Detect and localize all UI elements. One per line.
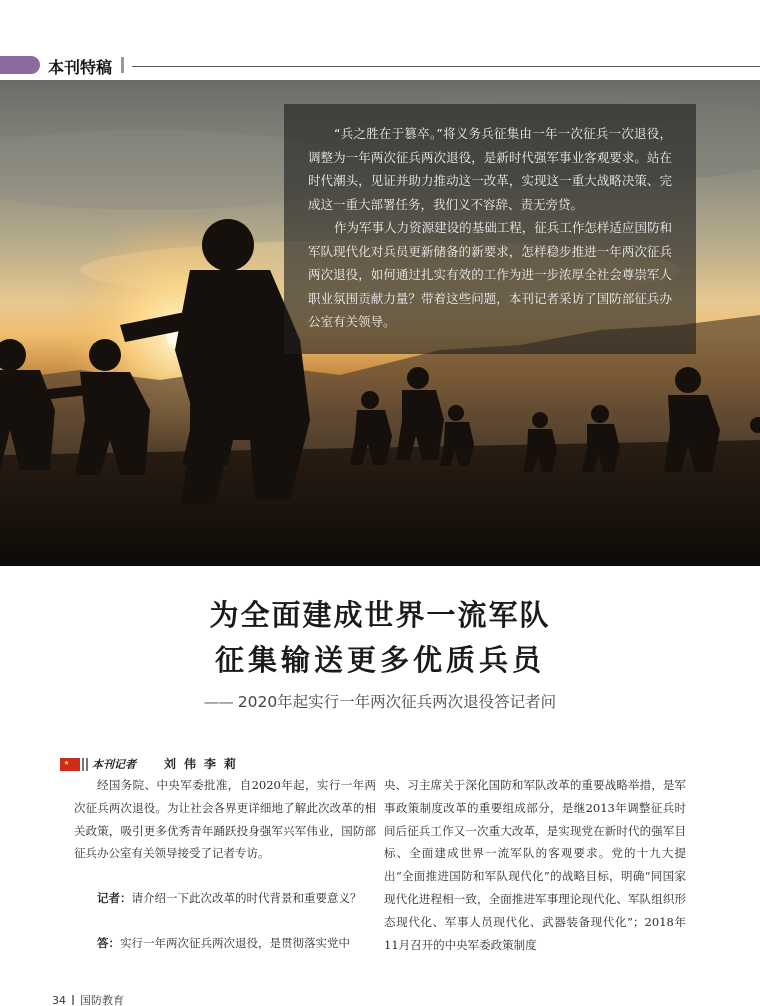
flag-icon (60, 758, 80, 771)
section-rule (132, 66, 760, 67)
intro-paragraph-1: “兵之胜在于篡卒。”将义务兵征集由一年一次征兵一次退役，调整为一年两次征兵两次退役，是新时代强军事业客观要求。站在时代潮头，见证并助力推动这一改革，实现这一重大战略决策、完成这一重大部署任务，我们义不容辞、责无旁贷。 (308, 126, 672, 212)
article-title-line-2: 征集输送更多优质兵员 (214, 643, 545, 677)
byline-label: 本刊记者 (92, 758, 136, 771)
section-tab-marker (0, 56, 40, 74)
subtitle-text: 2020年起实行一年两次征兵两次退役答记者问 (237, 693, 557, 711)
byline-names: 刘伟李莉 (164, 757, 245, 771)
byline-bars-icon (82, 758, 88, 771)
section-separator (121, 57, 124, 73)
intro-paragraph-2: 作为军事人力资源建设的基础工程，征兵工作怎样适应国防和军队现代化对兵员更新储备的新要求，怎样稳步推进一年两次征兵两次退役，如何通过扎实有效的工作为进一步浓厚全社会尊崇军人职业氛围贡献力量？带着这些问题，本刊记者采访了国防部征兵办公室有关领导。 (308, 220, 672, 329)
section-label: 本刊特稿 (48, 58, 113, 77)
page-footer (52, 992, 124, 1006)
answer-text: 实行一年两次征兵两次退役，是贯彻落实党中 (120, 935, 350, 950)
publication-name: 国防教育 (80, 994, 124, 1006)
question-text: 请介绍一下此次改革的时代背景和重要意义？ (131, 891, 362, 906)
body-paragraph-right: 央、习主席关于深化国防和军队改革的重要战略举措，是军事政策制度改革的重要组成部分，是继2013年调整征兵时间后征兵工作又一次重大改革，是实现党在新时代的强军目标、全面建成世界一流军队的客观要求。党的十九大提出“全面推进国防和军队现代化”的战略目标，明确“同国家现代化进程相一致，全面推进军事理论现代化、军队组织形态现代化、军事人员现代化、武器装备现代化”；2018年11月召开的中央军委政策制度 (384, 778, 686, 952)
answer-label: 答： (97, 935, 120, 950)
body-paragraph-intro: 经国务院、中央军委批准，自2020年起，实行一年两次征兵两次退役。为让社会各界更详细地了解此次改革的相关政策，吸引更多优秀青年踊跃投身强军兴军伟业，国防部征兵办公室有关领导接受了记者专访。 (74, 778, 376, 861)
page-number: 34 (52, 994, 66, 1006)
body-column-right (384, 774, 686, 956)
section-header (0, 54, 760, 78)
footer-separator (72, 995, 74, 1005)
subtitle-dash: —— (203, 693, 233, 711)
answer-paragraph (74, 932, 376, 955)
question-label: 记者： (97, 891, 132, 906)
intro-overlay (284, 104, 696, 354)
article-title-line-1: 为全面建成世界一流军队 (209, 598, 551, 632)
article-subtitle (0, 690, 760, 712)
body-column-left (74, 774, 376, 955)
question-paragraph (74, 887, 376, 910)
